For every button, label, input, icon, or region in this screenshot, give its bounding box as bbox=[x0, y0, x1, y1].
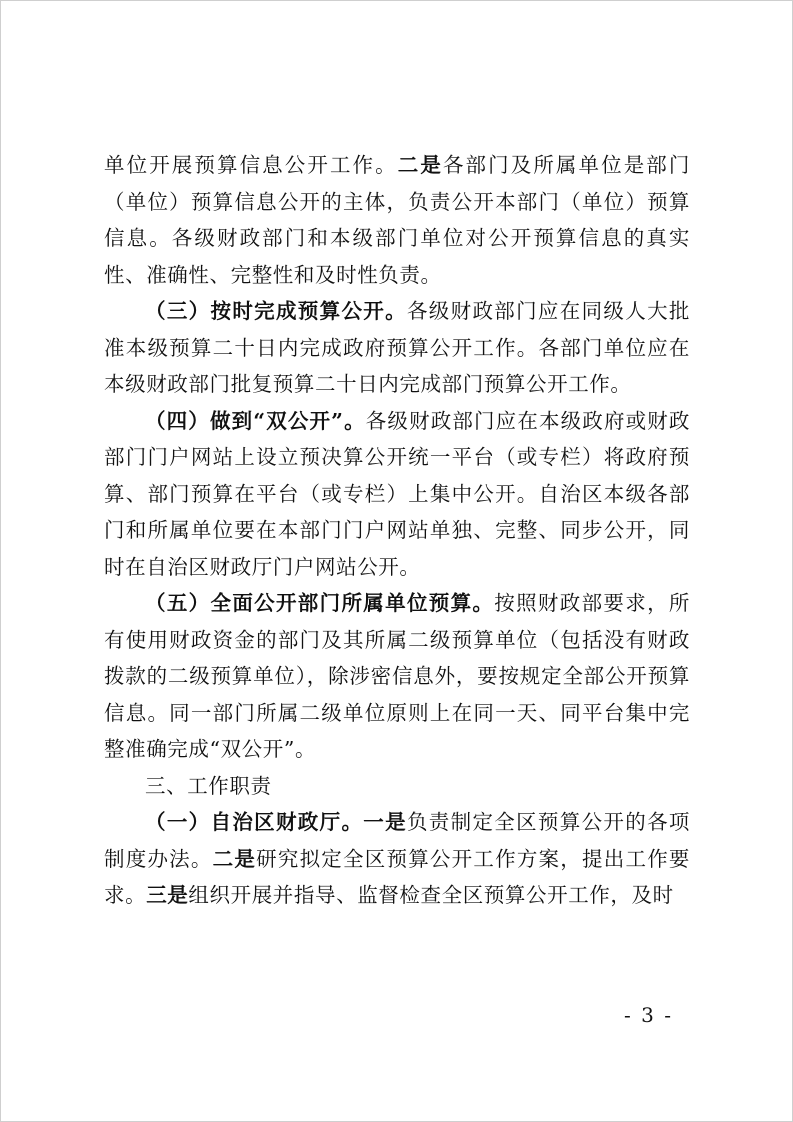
document-body bbox=[104, 147, 690, 914]
section-heading: （一）自治区财政厅。一是 bbox=[145, 810, 407, 834]
paragraph-responsibility-subject bbox=[104, 147, 690, 293]
text-run: 负责制定全区预算公开的各项制度办法。 bbox=[104, 810, 690, 871]
chapter-title: 三、工作职责 bbox=[145, 773, 272, 798]
page-number: - 3 - bbox=[624, 1003, 673, 1027]
text-run: 单位开展预算信息公开工作。 bbox=[104, 153, 398, 177]
paragraph-section-4 bbox=[104, 403, 690, 586]
paragraph-section-5 bbox=[104, 585, 690, 768]
paragraph-section-3 bbox=[104, 293, 690, 403]
bold-run: 二是 bbox=[212, 846, 257, 871]
text-run: 按照财政部要求，所有使用财政资金的部门及其所属二级预算单位（包括没有财政拨款的二级预算单位），除涉密信息外，要按规定全部公开预算信息。同一部门所属二级单位原则上在同一天、同平台集中完整准确完成“双公开”。 bbox=[104, 591, 690, 761]
text-run: 各部门及所属单位是部门（单位）预算信息公开的主体，负责公开本部门（单位）预算信息。各级财政部门和本级部门单位对公开预算信息的真实性、准确性、完整性和及时性负责。 bbox=[104, 153, 690, 287]
text-run: 各级财政部门应在本级政府或财政部门门户网站上设立预决算公开统一平台（或专栏）将政府预算、部门预算在平台（或专栏）上集中公开。自治区本级各部门和所属单位要在本部门门户网站单独、完整、同步公开，同时在自治区财政厅门户网站公开。 bbox=[104, 408, 690, 579]
text-run: 研究拟定全区预算公开工作方案，提出工作要求。 bbox=[104, 846, 691, 907]
bold-run: 三是 bbox=[146, 883, 189, 907]
text-run: 各级财政部门应在同级人大批准本级预算二十日内完成政府预算公开工作。各部门单位应在本级财政部门批复预算二十日内完成部门预算公开工作。 bbox=[104, 299, 690, 396]
chapter-heading bbox=[104, 768, 690, 805]
bold-run: 二是 bbox=[397, 153, 443, 177]
section-heading: （四）做到“双公开”。 bbox=[145, 408, 366, 433]
paragraph-finance-department bbox=[104, 804, 690, 914]
text-run: 组织开展并指导、监督检查全区预算公开工作，及时 bbox=[188, 883, 674, 907]
section-heading: （三）按时完成预算公开。 bbox=[145, 299, 407, 323]
section-heading: （五）全面公开部门所属单位预算。 bbox=[145, 591, 495, 615]
